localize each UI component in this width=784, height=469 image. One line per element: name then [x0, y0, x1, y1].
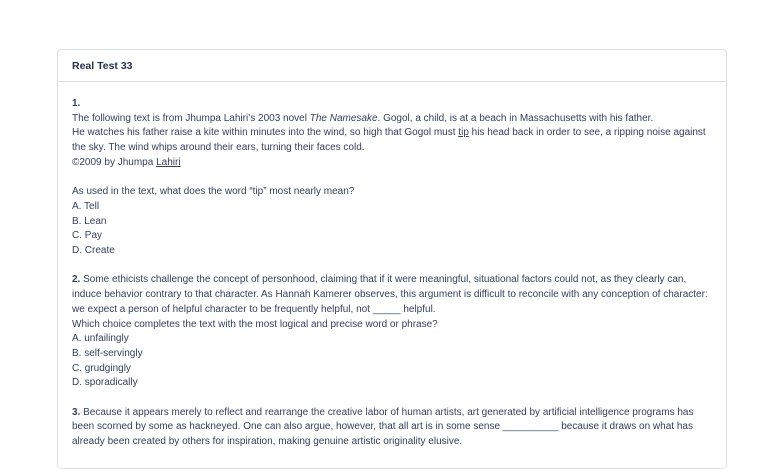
author-name: Lahiri: [156, 156, 181, 168]
question-passage: [72, 406, 712, 450]
passage-text: He watches his father raise a kite within minutes into the wind, so high that Gogol must: [72, 127, 459, 139]
question-passage: [72, 273, 712, 317]
option-c[interactable]: C. Pay: [72, 230, 103, 242]
test-title: Real Test 33: [58, 50, 726, 82]
option-d[interactable]: D. Create: [72, 245, 115, 257]
question-number: 3.: [72, 406, 81, 418]
question-3: [72, 406, 712, 450]
passage-text: Because it appears merely to reflect and rearrange the creative labor of human artists, art generated by artificial intelligence programs has been scorned by some as hackneyed. One can also argue, however, that all art is in some sense __________ because it draws on what has already been created by others for inspiration, making genuine artistic originality elusive.: [72, 406, 694, 448]
question-prompt: As used in the text, what does the word “tip” most nearly mean?: [72, 186, 355, 198]
passage-text-end: his head back in order to see, a ripping noise against the sky. The wind whips around their ears, turning their faces cold.: [72, 127, 706, 154]
intro-text-end: . Gogol, a child, is at a beach in Massachusetts with his father.: [377, 112, 654, 124]
option-a[interactable]: A. Tell: [72, 200, 100, 212]
question-1: [72, 97, 712, 259]
underlined-word: tip: [458, 127, 469, 139]
questions-list: [58, 82, 726, 450]
novel-title: The Namesake: [309, 112, 378, 124]
question-prompt: Which choice completes the text with the most logical and precise word or phrase?: [72, 318, 438, 330]
question-2: [72, 273, 712, 391]
question-number: 2.: [72, 274, 81, 286]
question-number: 1.: [72, 98, 81, 109]
question-passage: [72, 126, 712, 155]
test-card: [57, 49, 727, 469]
copyright-text: ©2009 by Jhumpa: [72, 156, 157, 168]
option-c[interactable]: C. grudgingly: [72, 362, 131, 374]
question-intro: [72, 112, 712, 127]
option-b[interactable]: B. Lean: [72, 215, 107, 227]
option-a[interactable]: A. unfailingly: [72, 333, 129, 345]
passage-text: Some ethicists challenge the concept of personhood, claiming that if it were meaningful, situational factors could not, as they clearly can, induce behavior contrary to that character. As Hannah Kamerer observes, this argument is difficult to reconcile with any conception of character: we expect a person of helpful character to be frequently helpful, not _____ helpful.: [72, 274, 708, 315]
intro-text: The following text is from Jhumpa Lahiri’s 2003 novel: [72, 112, 310, 124]
copyright-line: [72, 156, 712, 171]
option-b[interactable]: B. self-servingly: [72, 347, 143, 359]
option-d[interactable]: D. sporadically: [72, 377, 138, 389]
